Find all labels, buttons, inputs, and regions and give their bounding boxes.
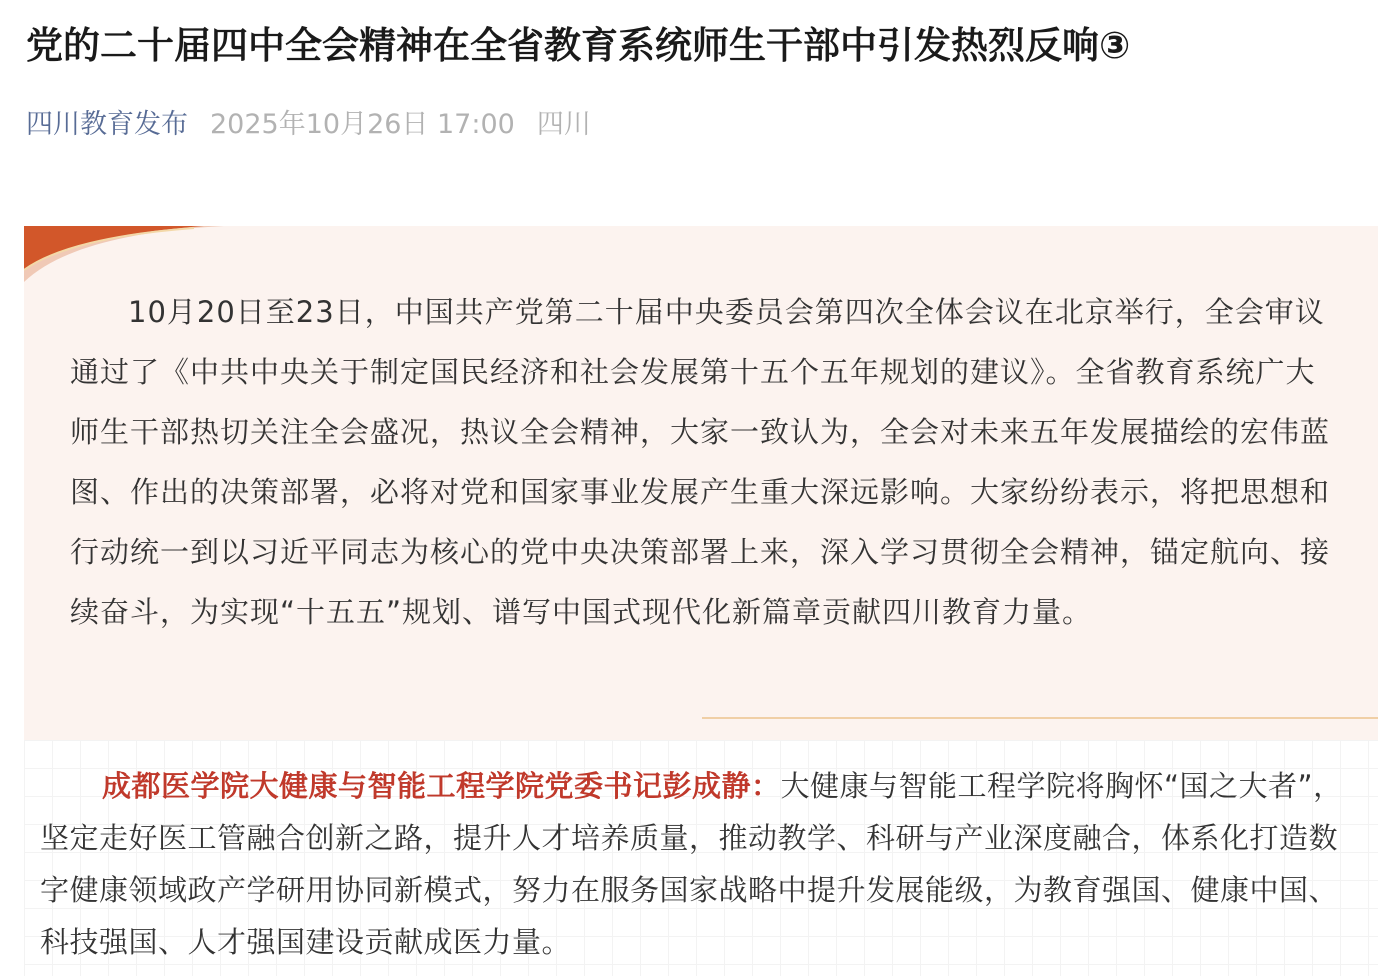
quote-paragraph [40,760,1366,968]
intro-divider [702,717,1378,719]
quote-speaker: 成都医学院大健康与智能工程学院党委书记彭成静： [102,769,781,803]
author-link[interactable]: 四川教育发布 [26,108,188,140]
publish-region: 四川 [536,108,591,140]
article-title: 党的二十届四中全会精神在全省教育系统师生干部中引发热烈反响③ [26,24,1131,67]
intro-box [24,226,1378,740]
article-meta [26,100,591,142]
intro-paragraph: 10月20日至23日，中国共产党第二十届中央委员会第四次全体会议在北京举行，全会审议通过了《中共中央关于制定国民经济和社会发展第十五个五年规划的建议》。全省教育系统广大师生干部热切关注全会盛况，热议全会精神，大家一致认为，全会对未来五年发展描绘的宏伟蓝图、作出的决策部署，必将对党和国家事业发展产生重大深远影响。大家纷纷表示，将把思想和行动统一到以习近平同志为核心的党中央决策部署上来，深入学习贯彻全会精神，锚定航向、接续奋斗，为实现“十五五”规划、谱写中国式现代化新篇章贡献四川教育力量。 [70,295,1331,629]
corner-decoration [24,226,224,286]
publish-date: 2025年10月26日 17:00 [210,108,515,140]
quote-text: 大健康与智能工程学院将胸怀“国之大者”，坚定走好医工管融合创新之路，提升人才培养质量，推动教学、科研与产业深度融合，体系化打造数字健康领域政产学研用协同新模式，努力在服务国家战略中提升发展能级，为教育强国、健康中国、科技强国、人才强国建设贡献成医力量。 [40,769,1343,959]
